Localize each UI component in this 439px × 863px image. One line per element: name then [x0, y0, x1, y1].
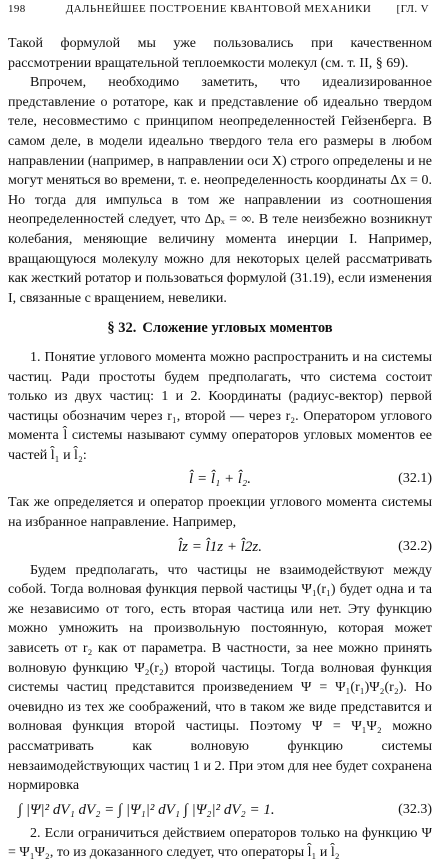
equation-formula: l̂z = l̂1z + l̂2z. — [177, 538, 262, 555]
equation-32-2 — [8, 535, 432, 559]
chapter-marker: [ГЛ. V — [396, 3, 429, 15]
section-title: Сложение угловых моментов — [142, 320, 333, 337]
paragraph-3: 1. Понятие углового момента можно распространить и на системы частиц. Ради простоты будем предполагать, что система состоит только из двух частиц: 1 и 2. Координаты (радиус-вектор) первой частицы обозначим через r₁, второй — через r₂. Оператором углового момента l̂ системы называют сумму операторов угловых моментов ее частей l̂₁ и l̂₂: — [8, 349, 432, 463]
section-symbol: § 32. — [107, 320, 137, 337]
page-body — [8, 34, 432, 863]
equation-number: (32.2) — [398, 538, 432, 554]
paragraph-2: Впрочем, необходимо заметить, что идеализированное представление о ротаторе, как и представление об идеально твердом теле, несовместимо с принципом неопределенностей Гейзенберга. В самом деле, в модели идеально твердого тела его размеры в любом направлении (например, в направлении оси X) строго определены и не могут меняться во времени, т. е. неопределенность координаты Δx = 0. Но тогда для импульса в том же направлении из соотношения неопределенностей следует, что Δpₓ = ∞. В теле неизбежно возникнут колебания, меняющие величину момента инерции I. Например, вращающуюся молекулу можно для некоторых целей рассматривать как жесткий ротатор и пользоваться формулой (31.19), если изменения I, связанные с вращением, невелики. — [8, 75, 432, 306]
section-heading — [8, 319, 432, 339]
paragraph-5: Будем предполагать, что частицы не взаимодействуют между собой. Тогда волновая функция первой частицы Ψ₁(r₁) будет одна и та же независимо от того, есть вторая частица или нет. Эту функцию можно умножить на произвольную постоянную, которая может зависеть от r₂ как от параметра. В частности, за нее можно принять волновую функцию Ψ₂(r₂) второй частицы. Тогда волновая функция системы частиц представится произведением Ψ = Ψ₁(r₁)Ψ₂(r₂). Но очевидно из тех же соображений, что в таком же виде представится и волновая функция второй частицы. Поэтому Ψ = Ψ₁Ψ₂ можно рассматривать как волновую функцию системы невзаимодействующих частиц 1 и 2. При этом для нее будет сохранена нормировка — [8, 562, 432, 794]
equation-number: (32.3) — [398, 801, 432, 817]
paragraph-4: Так же определяется и оператор проекции углового момента системы на избранное направление. Например, — [8, 495, 432, 531]
paragraph-6: 2. Если ограничиться действием операторов только на функцию Ψ = Ψ₁Ψ₂, то из доказанного следует, что операторы l̂₁ и l̂₂ — [8, 825, 432, 861]
equation-formula: ∫ |Ψ|² dV₁ dV₂ = ∫ |Ψ₁|² dV₁ ∫ |Ψ₂|² dV₂ = 1. — [18, 801, 275, 818]
page-number: 198 — [8, 3, 26, 15]
running-title: ДАЛЬНЕЙШЕЕ ПОСТРОЕНИЕ КВАНТОВОЙ МЕХАНИКИ — [65, 3, 372, 15]
running-header — [8, 3, 429, 19]
equation-32-1 — [8, 467, 432, 491]
equation-32-3 — [8, 798, 432, 822]
paragraph-1: Такой формулой мы уже пользовались при качественном рассмотрении вращательной теплоемкости молекул (см. т. II, § 69). — [8, 36, 432, 71]
equation-number: (32.1) — [398, 471, 432, 487]
equation-formula: l̂ = l̂₁ + l̂₂. — [189, 471, 251, 488]
